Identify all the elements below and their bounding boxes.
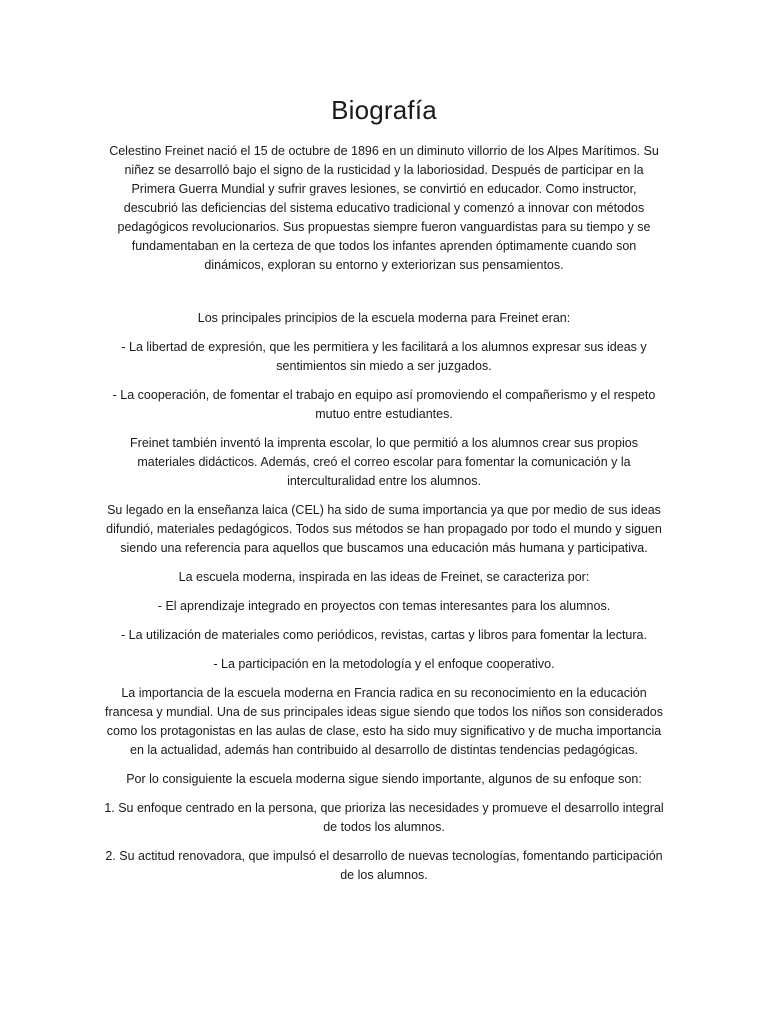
intro-paragraph: Celestino Freinet nació el 15 de octubre de 1896 en un diminuto villorrio de los Alpes Marítimos. Su niñez se desarrolló bajo el signo de la rusticidad y la laboriosidad. Después de participar en la Primera Guerra Mundial y sufrir graves lesiones, se convirtió en educador. Como instructor, descubrió las deficiencias del sistema educativo tradicional y comenzó a innovar con métodos pedagógicos revolucionarios. Sus propuestas siempre fueron vanguardistas para su tiempo y se fundamentaban en la certeza de que todos los infantes aprenden óptimamente cuando son dinámicos, exploran su entorno y exteriorizan sus pensamientos. [109,144,659,272]
printing-paragraph: Freinet también inventó la imprenta escolar, lo que permitió a los alumnos crear sus propios materiales didácticos. Además, creó el correo escolar para fomentar la comunicación y la interculturalidad entre los alumnos. [130,436,638,488]
approach-item-2: 2. Su actitud renovadora, que impulsó el desarrollo de nuevas tecnologías, fomentando participación de los alumnos. [105,849,663,882]
spacer [104,285,664,309]
document-title: Biografía [331,95,437,125]
characteristic-materials: - La utilización de materiales como periódicos, revistas, cartas y libros para fomentar la lectura. [121,628,647,642]
legacy-paragraph: Su legado en la enseñanza laica (CEL) ha sido de suma importancia ya que por medio de sus ideas difundió, materiales pedagógicos. Todos sus métodos se han propagado por todo el mundo y siguen siendo una referencia para aquellos que buscamos una educación más humana y participativa. [106,503,662,555]
document-page [104,92,664,895]
approach-item-1: 1. Su enfoque centrado en la persona, que prioriza las necesidades y promueve el desarrollo integral de todos los alumnos. [104,801,664,834]
principle-cooperation: - La cooperación, de fomentar el trabajo en equipo así promoviendo el compañerismo y el respeto mutuo entre estudiantes. [112,388,656,421]
characteristics-heading: La escuela moderna, inspirada en las ideas de Freinet, se caracteriza por: [178,570,590,584]
characteristic-participation: - La participación en la metodología y el enfoque cooperativo. [213,657,555,671]
approach-heading: Por lo consiguiente la escuela moderna sigue siendo importante, algunos de su enfoque son: [126,772,642,786]
importance-paragraph: La importancia de la escuela moderna en Francia radica en su reconocimiento en la educación francesa y mundial. Una de sus principales ideas sigue siendo que todos los niños son considerados como los protagonistas en las aulas de clase, esto ha sido muy significativo y de mucha importancia en la actualidad, además han contribuido al desarrollo de distintas tendencias pedagógicas. [105,686,663,757]
principle-expression: - La libertad de expresión, que les permitiera y les facilitará a los alumnos expresar sus ideas y sentimientos sin miedo a ser juzgados. [121,340,647,373]
principles-heading: Los principales principios de la escuela moderna para Freinet eran: [197,311,571,325]
characteristic-projects: - El aprendizaje integrado en proyectos con temas interesantes para los alumnos. [157,599,611,613]
